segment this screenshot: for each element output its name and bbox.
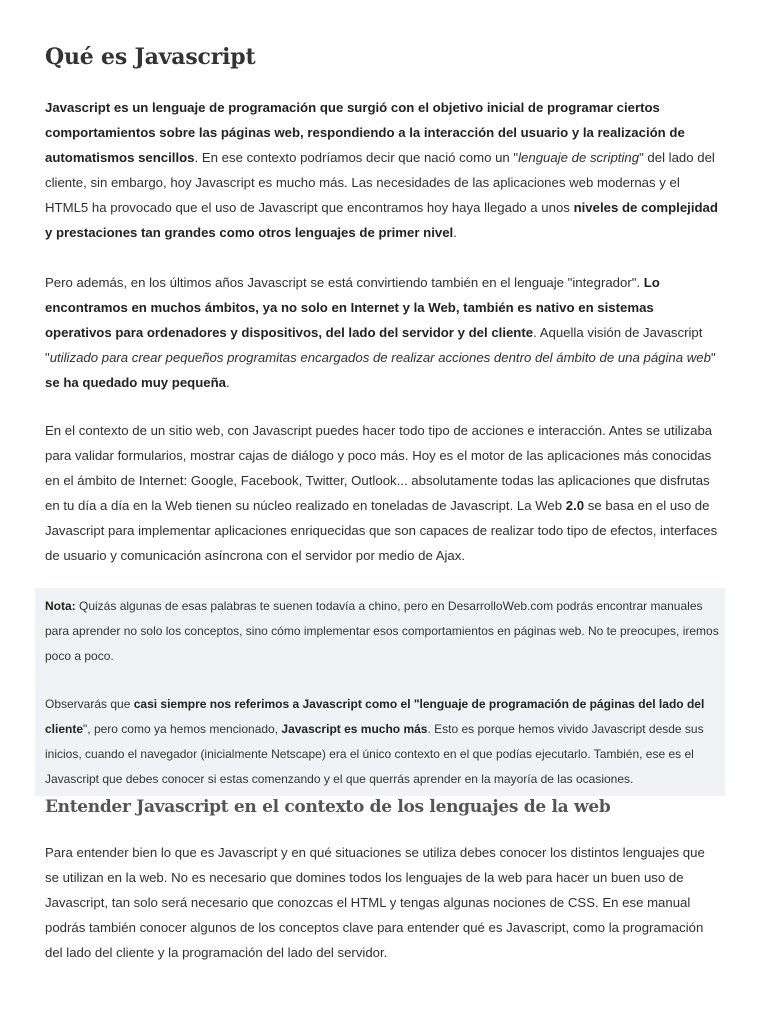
- paragraph-intro: [45, 95, 721, 245]
- paragraph-integrador: [45, 270, 721, 395]
- note-paragraph-2: [45, 692, 721, 792]
- bold-text: Javascript es mucho más: [281, 722, 428, 736]
- text: Quizás algunas de esas palabras te suenen todavía a chino, pero en DesarrolloWeb.com podrás encontrar manuales para aprender no solo los conceptos, sino cómo implementar esos comportamientos en páginas web. No te preocupes, iremos poco a poco.: [45, 599, 719, 663]
- bold-text: se ha quedado muy pequeña: [45, 375, 226, 390]
- text: se basa en el uso de Javascript para implementar aplicaciones enriquecidas que son capaces de realizar todo tipo de efectos, interfaces de usuario y comunicación asíncrona con el servidor por medio de Ajax.: [45, 498, 718, 563]
- text: Observarás que: [45, 697, 134, 711]
- bold-text: Javascript es un lenguaje de programación que surgió con el objetivo inicial de programar ciertos comportamientos sobre las páginas web, respondiendo a la interacción del usuario y la realización de automatismos sencillos: [45, 100, 685, 165]
- paragraph-languages: Para entender bien lo que es Javascript y en qué situaciones se utiliza debes conocer los distintos lenguajes que se utilizan en la web. No es necesario que domines todos los lenguajes de la web para hacer un buen uso de Javascript, tan solo será necesario que conozcas el HTML y tengas algunas nociones de CSS. En ese manual podrás también conocer algunos de los conceptos clave para entender qué es Javascript, como la programación del lado del cliente y la programación del lado del servidor.: [45, 845, 705, 960]
- text: Pero además, en los últimos años Javascript se está convirtiendo también en el lenguaje "integrador".: [45, 275, 644, 290]
- page-title: Qué es Javascript: [45, 44, 256, 70]
- text: .: [453, 225, 457, 240]
- text: ": [710, 350, 716, 365]
- bold-text: niveles de complejidad y prestaciones tan grandes como otros lenguajes de primer nivel: [45, 200, 718, 240]
- paragraph-context: [45, 418, 721, 568]
- text: " del lado del cliente, sin embargo, hoy Javascript es mucho más. Las necesidades de las aplicaciones web modernas y el HTML5 ha provocado que el uso de Javascript que encontramos hoy haya llegado a unos: [45, 150, 715, 215]
- bold-text: Lo encontramos en muchos ámbitos, ya no solo en Internet y la Web, también es nativo en sistemas operativos para ordenadores y dispositivos, del lado del servidor y del cliente: [45, 275, 660, 340]
- section-heading: Entender Javascript en el contexto de los lenguajes de la web: [45, 797, 611, 817]
- text: .: [226, 375, 230, 390]
- italic-text: lenguaje de scripting: [518, 150, 640, 165]
- note-paragraph: [45, 594, 721, 669]
- note-label: Nota:: [45, 599, 76, 613]
- bold-text: casi siempre nos referimos a Javascript como el "lenguaje de programación de páginas del lado del cliente: [45, 697, 705, 736]
- text: ", pero como ya hemos mencionado,: [83, 722, 282, 736]
- text: En el contexto de un sitio web, con Javascript puedes hacer todo tipo de acciones e interacción. Antes se utilizaba para validar formularios, mostrar cajas de diálogo y poco más. Hoy es el motor de las aplicaciones más conocidas en el ámbito de Internet: Google, Facebook, Twitter, Outlook... absolutamente todas las aplicaciones que disfrutas en tu día a día en la Web tienen su núcleo realizado en toneladas de Javascript. La Web: [45, 423, 713, 513]
- italic-text: utilizado para crear pequeños programitas encargados de realizar acciones dentro del ámbito de una página web: [49, 350, 711, 365]
- text: . Aquella visión de Javascript ": [45, 325, 703, 365]
- note-box: [35, 588, 725, 796]
- bold-text: 2.0: [565, 498, 585, 513]
- text: . Esto es porque hemos vivido Javascript desde sus inicios, cuando el navegador (inicialmente Netscape) era el único contexto en el que podías ejecutarlo. También, ese es el Javascript que debes conocer si estas comenzando y el que querrás aprender en la mayoría de las ocasiones.: [45, 722, 704, 786]
- text: . En ese contexto podríamos decir que nació como un ": [194, 150, 519, 165]
